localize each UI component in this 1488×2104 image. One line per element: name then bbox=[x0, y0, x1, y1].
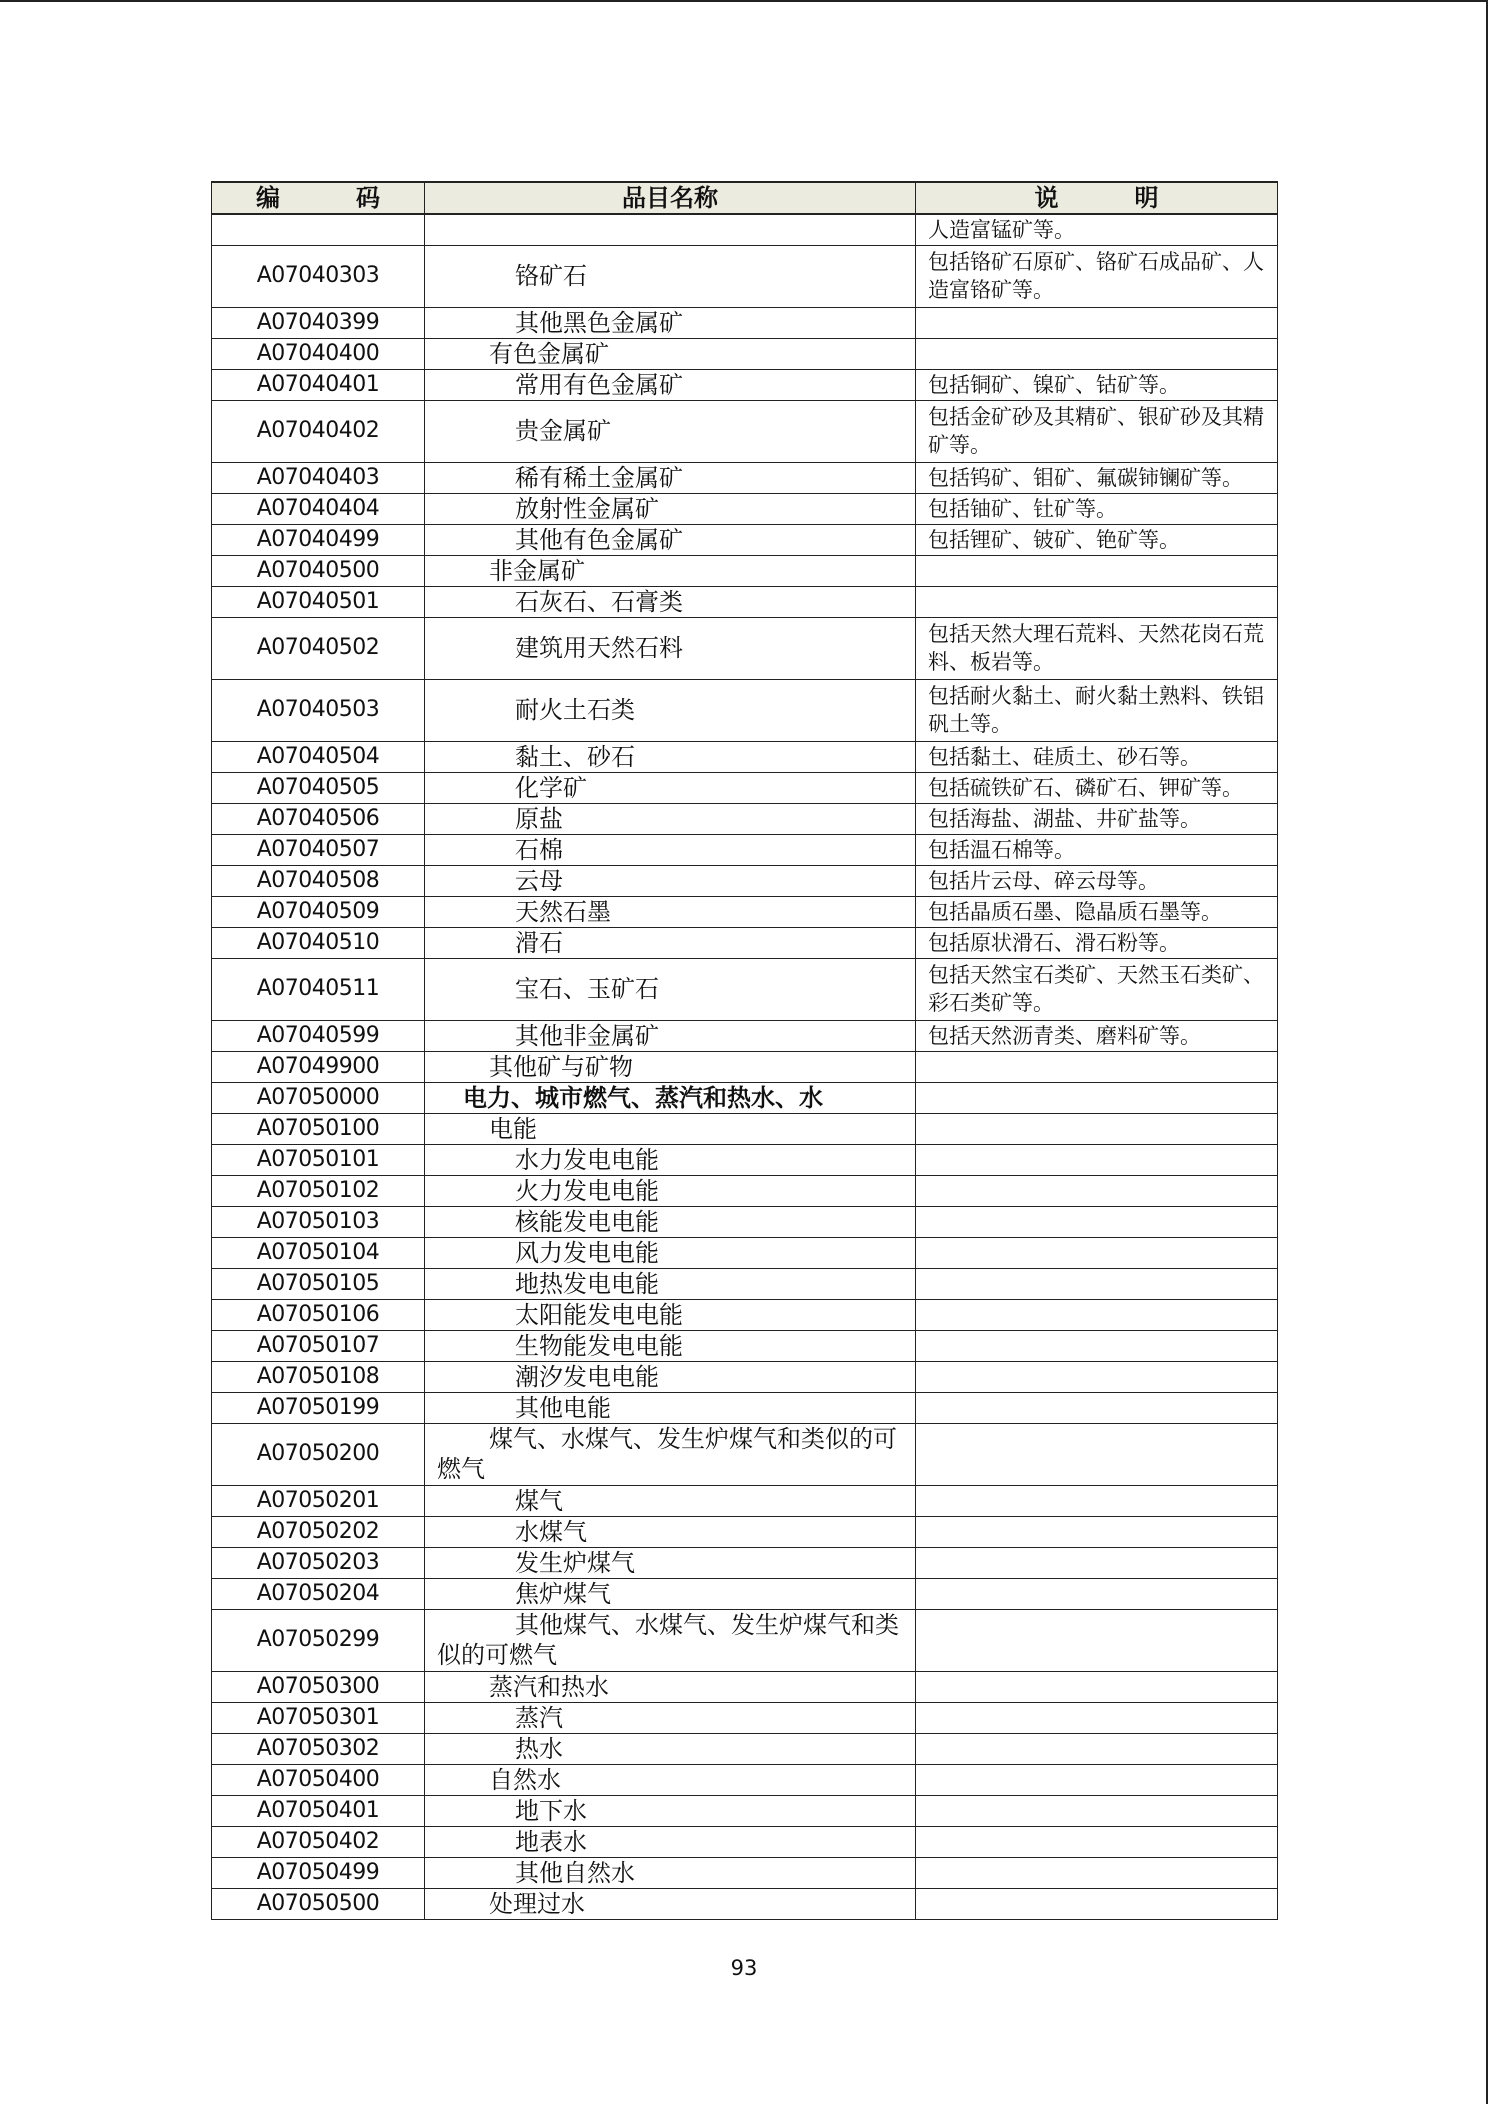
table-row bbox=[212, 1051, 1278, 1082]
item-code: A07040511 bbox=[212, 958, 425, 1020]
item-description: 包括天然宝石类矿、天然玉石类矿、彩石类矿等。 bbox=[916, 958, 1278, 1020]
item-name: 蒸汽 bbox=[425, 1702, 916, 1733]
item-name: 地下水 bbox=[425, 1795, 916, 1826]
item-description: 包括晶质石墨、隐晶质石墨等。 bbox=[916, 896, 1278, 927]
item-name: 其他自然水 bbox=[425, 1857, 916, 1888]
item-name: 太阳能发电电能 bbox=[425, 1299, 916, 1330]
table-row bbox=[212, 834, 1278, 865]
item-code: A07040501 bbox=[212, 586, 425, 617]
table-row bbox=[212, 1578, 1278, 1609]
item-name: 风力发电电能 bbox=[425, 1237, 916, 1268]
item-name: 电能 bbox=[425, 1113, 916, 1144]
table-row bbox=[212, 555, 1278, 586]
item-description: 包括铀矿、钍矿等。 bbox=[916, 493, 1278, 524]
item-code: A07040506 bbox=[212, 803, 425, 834]
item-code: A07050200 bbox=[212, 1423, 425, 1485]
item-name: 其他有色金属矿 bbox=[425, 524, 916, 555]
table-row bbox=[212, 493, 1278, 524]
item-description: 包括温石棉等。 bbox=[916, 834, 1278, 865]
item-description bbox=[916, 1671, 1278, 1702]
item-code: A07050201 bbox=[212, 1485, 425, 1516]
item-code: A07050204 bbox=[212, 1578, 425, 1609]
item-code: A07040400 bbox=[212, 338, 425, 369]
table-row bbox=[212, 1485, 1278, 1516]
item-description bbox=[916, 1702, 1278, 1733]
item-description bbox=[916, 1392, 1278, 1423]
page-number: 93 bbox=[730, 1956, 758, 1980]
table-row bbox=[212, 927, 1278, 958]
item-description bbox=[916, 1051, 1278, 1082]
item-name: 其他电能 bbox=[425, 1392, 916, 1423]
item-name: 发生炉煤气 bbox=[425, 1547, 916, 1578]
item-code: A07040599 bbox=[212, 1020, 425, 1051]
item-code: A07050400 bbox=[212, 1764, 425, 1795]
table-row bbox=[212, 1144, 1278, 1175]
table-row bbox=[212, 1888, 1278, 1919]
item-code: A07040402 bbox=[212, 400, 425, 462]
item-description: 包括金矿砂及其精矿、银矿砂及其精矿等。 bbox=[916, 400, 1278, 462]
item-description bbox=[916, 586, 1278, 617]
item-description bbox=[916, 338, 1278, 369]
item-description: 包括海盐、湖盐、井矿盐等。 bbox=[916, 803, 1278, 834]
item-code: A07040509 bbox=[212, 896, 425, 927]
table-row bbox=[212, 1268, 1278, 1299]
table-row bbox=[212, 1857, 1278, 1888]
item-code: A07040403 bbox=[212, 462, 425, 493]
item-code: A07050104 bbox=[212, 1237, 425, 1268]
item-description bbox=[916, 1857, 1278, 1888]
item-name: 潮汐发电电能 bbox=[425, 1361, 916, 1392]
item-name: 其他煤气、水煤气、发生炉煤气和类似的可燃气 bbox=[425, 1609, 916, 1671]
item-code: A07050108 bbox=[212, 1361, 425, 1392]
table-row bbox=[212, 1702, 1278, 1733]
item-name: 水力发电电能 bbox=[425, 1144, 916, 1175]
item-code: A07040502 bbox=[212, 617, 425, 679]
item-name: 有色金属矿 bbox=[425, 338, 916, 369]
item-description bbox=[916, 1082, 1278, 1113]
item-description bbox=[916, 1299, 1278, 1330]
item-code: A07050300 bbox=[212, 1671, 425, 1702]
item-code: A07050202 bbox=[212, 1516, 425, 1547]
item-code bbox=[212, 214, 425, 245]
item-name: 贵金属矿 bbox=[425, 400, 916, 462]
item-description: 包括锂矿、铍矿、铯矿等。 bbox=[916, 524, 1278, 555]
item-name: 火力发电电能 bbox=[425, 1175, 916, 1206]
item-description bbox=[916, 1547, 1278, 1578]
item-code: A07040303 bbox=[212, 245, 425, 307]
item-name: 水煤气 bbox=[425, 1516, 916, 1547]
item-description: 包括片云母、碎云母等。 bbox=[916, 865, 1278, 896]
item-description bbox=[916, 1268, 1278, 1299]
item-code: A07040504 bbox=[212, 741, 425, 772]
item-name: 石棉 bbox=[425, 834, 916, 865]
item-description: 包括耐火黏土、耐火黏土熟料、铁铝矾土等。 bbox=[916, 679, 1278, 741]
table-row bbox=[212, 1609, 1278, 1671]
table-row bbox=[212, 1237, 1278, 1268]
item-name: 放射性金属矿 bbox=[425, 493, 916, 524]
table-header bbox=[212, 182, 1278, 214]
item-code: A07040404 bbox=[212, 493, 425, 524]
item-code: A07040505 bbox=[212, 772, 425, 803]
item-name: 地热发电电能 bbox=[425, 1268, 916, 1299]
table-row bbox=[212, 1826, 1278, 1857]
table-row bbox=[212, 803, 1278, 834]
table-row bbox=[212, 245, 1278, 307]
item-code: A07050199 bbox=[212, 1392, 425, 1423]
header-name: 品目名称 bbox=[425, 182, 916, 214]
table-row bbox=[212, 865, 1278, 896]
item-name: 稀有稀土金属矿 bbox=[425, 462, 916, 493]
item-code: A07050106 bbox=[212, 1299, 425, 1330]
item-name bbox=[425, 214, 916, 245]
item-code: A07040507 bbox=[212, 834, 425, 865]
table-row bbox=[212, 1392, 1278, 1423]
item-code: A07050105 bbox=[212, 1268, 425, 1299]
item-description bbox=[916, 1206, 1278, 1237]
item-description: 包括钨矿、钼矿、氟碳铈镧矿等。 bbox=[916, 462, 1278, 493]
table-row bbox=[212, 1082, 1278, 1113]
table-row bbox=[212, 1733, 1278, 1764]
item-code: A07040508 bbox=[212, 865, 425, 896]
item-description: 包括铜矿、镍矿、钴矿等。 bbox=[916, 369, 1278, 400]
item-name: 非金属矿 bbox=[425, 555, 916, 586]
item-code: A07040503 bbox=[212, 679, 425, 741]
item-description bbox=[916, 1361, 1278, 1392]
table-row bbox=[212, 741, 1278, 772]
table-row bbox=[212, 462, 1278, 493]
item-name: 云母 bbox=[425, 865, 916, 896]
table-row bbox=[212, 896, 1278, 927]
table-row bbox=[212, 1795, 1278, 1826]
item-name: 黏土、砂石 bbox=[425, 741, 916, 772]
item-description: 包括黏土、硅质土、砂石等。 bbox=[916, 741, 1278, 772]
top-border-line bbox=[0, 0, 1488, 2]
table-row bbox=[212, 586, 1278, 617]
item-name: 铬矿石 bbox=[425, 245, 916, 307]
item-description bbox=[916, 1144, 1278, 1175]
item-name: 常用有色金属矿 bbox=[425, 369, 916, 400]
table-row bbox=[212, 369, 1278, 400]
item-name: 热水 bbox=[425, 1733, 916, 1764]
item-code: A07050107 bbox=[212, 1330, 425, 1361]
item-code: A07040500 bbox=[212, 555, 425, 586]
table-row bbox=[212, 1330, 1278, 1361]
table-row bbox=[212, 338, 1278, 369]
table-row bbox=[212, 617, 1278, 679]
item-description bbox=[916, 1888, 1278, 1919]
item-name: 蒸汽和热水 bbox=[425, 1671, 916, 1702]
table-row bbox=[212, 1020, 1278, 1051]
item-code: A07050401 bbox=[212, 1795, 425, 1826]
table-row bbox=[212, 679, 1278, 741]
item-description: 包括天然沥青类、磨料矿等。 bbox=[916, 1020, 1278, 1051]
item-code: A07050299 bbox=[212, 1609, 425, 1671]
item-description bbox=[916, 1733, 1278, 1764]
item-name: 原盐 bbox=[425, 803, 916, 834]
item-description: 包括硫铁矿石、磷矿石、钾矿等。 bbox=[916, 772, 1278, 803]
table-row bbox=[212, 1175, 1278, 1206]
table-row bbox=[212, 1516, 1278, 1547]
item-name: 宝石、玉矿石 bbox=[425, 958, 916, 1020]
item-description: 包括铬矿石原矿、铬矿石成品矿、人造富铬矿等。 bbox=[916, 245, 1278, 307]
table-row bbox=[212, 1423, 1278, 1485]
table-row bbox=[212, 1299, 1278, 1330]
catalog-table bbox=[211, 181, 1278, 1920]
item-name: 滑石 bbox=[425, 927, 916, 958]
table-row bbox=[212, 1113, 1278, 1144]
item-description bbox=[916, 1516, 1278, 1547]
item-description bbox=[916, 1764, 1278, 1795]
item-name: 建筑用天然石料 bbox=[425, 617, 916, 679]
item-name: 其他黑色金属矿 bbox=[425, 307, 916, 338]
item-description: 人造富锰矿等。 bbox=[916, 214, 1278, 245]
item-description bbox=[916, 1113, 1278, 1144]
item-code: A07050100 bbox=[212, 1113, 425, 1144]
table-row bbox=[212, 1547, 1278, 1578]
item-description bbox=[916, 1578, 1278, 1609]
table-row bbox=[212, 772, 1278, 803]
item-code: A07050301 bbox=[212, 1702, 425, 1733]
header-code: 编 码 bbox=[212, 182, 425, 214]
item-code: A07050102 bbox=[212, 1175, 425, 1206]
item-name: 核能发电电能 bbox=[425, 1206, 916, 1237]
item-description bbox=[916, 1175, 1278, 1206]
item-name: 石灰石、石膏类 bbox=[425, 586, 916, 617]
item-code: A07050103 bbox=[212, 1206, 425, 1237]
item-code: A07049900 bbox=[212, 1051, 425, 1082]
item-name: 焦炉煤气 bbox=[425, 1578, 916, 1609]
item-description bbox=[916, 1609, 1278, 1671]
item-code: A07050203 bbox=[212, 1547, 425, 1578]
item-name: 煤气、水煤气、发生炉煤气和类似的可燃气 bbox=[425, 1423, 916, 1485]
item-name: 自然水 bbox=[425, 1764, 916, 1795]
item-description bbox=[916, 1485, 1278, 1516]
item-code: A07050402 bbox=[212, 1826, 425, 1857]
item-name: 天然石墨 bbox=[425, 896, 916, 927]
item-description bbox=[916, 307, 1278, 338]
item-name: 煤气 bbox=[425, 1485, 916, 1516]
item-code: A07040399 bbox=[212, 307, 425, 338]
table-row bbox=[212, 1671, 1278, 1702]
item-description: 包括天然大理石荒料、天然花岗石荒料、板岩等。 bbox=[916, 617, 1278, 679]
table-row bbox=[212, 524, 1278, 555]
item-code: A07050101 bbox=[212, 1144, 425, 1175]
header-row bbox=[212, 182, 1278, 214]
item-code: A07050000 bbox=[212, 1082, 425, 1113]
table-row bbox=[212, 1206, 1278, 1237]
item-name: 耐火土石类 bbox=[425, 679, 916, 741]
table-row bbox=[212, 307, 1278, 338]
table-row bbox=[212, 400, 1278, 462]
item-code: A07050500 bbox=[212, 1888, 425, 1919]
table-row bbox=[212, 214, 1278, 245]
table-row bbox=[212, 958, 1278, 1020]
item-name: 其他矿与矿物 bbox=[425, 1051, 916, 1082]
item-description bbox=[916, 1330, 1278, 1361]
item-code: A07050302 bbox=[212, 1733, 425, 1764]
item-description bbox=[916, 1795, 1278, 1826]
table-row bbox=[212, 1361, 1278, 1392]
item-description bbox=[916, 555, 1278, 586]
item-description: 包括原状滑石、滑石粉等。 bbox=[916, 927, 1278, 958]
item-description bbox=[916, 1826, 1278, 1857]
item-code: A07040401 bbox=[212, 369, 425, 400]
item-code: A07040499 bbox=[212, 524, 425, 555]
table-body bbox=[212, 214, 1278, 1919]
item-code: A07040510 bbox=[212, 927, 425, 958]
item-name: 化学矿 bbox=[425, 772, 916, 803]
item-code: A07050499 bbox=[212, 1857, 425, 1888]
item-name: 电力、城市燃气、蒸汽和热水、水 bbox=[425, 1082, 916, 1113]
item-name: 处理过水 bbox=[425, 1888, 916, 1919]
item-name: 生物能发电电能 bbox=[425, 1330, 916, 1361]
table-row bbox=[212, 1764, 1278, 1795]
item-description bbox=[916, 1423, 1278, 1485]
item-name: 其他非金属矿 bbox=[425, 1020, 916, 1051]
item-name: 地表水 bbox=[425, 1826, 916, 1857]
header-description: 说 明 bbox=[916, 182, 1278, 214]
item-description bbox=[916, 1237, 1278, 1268]
